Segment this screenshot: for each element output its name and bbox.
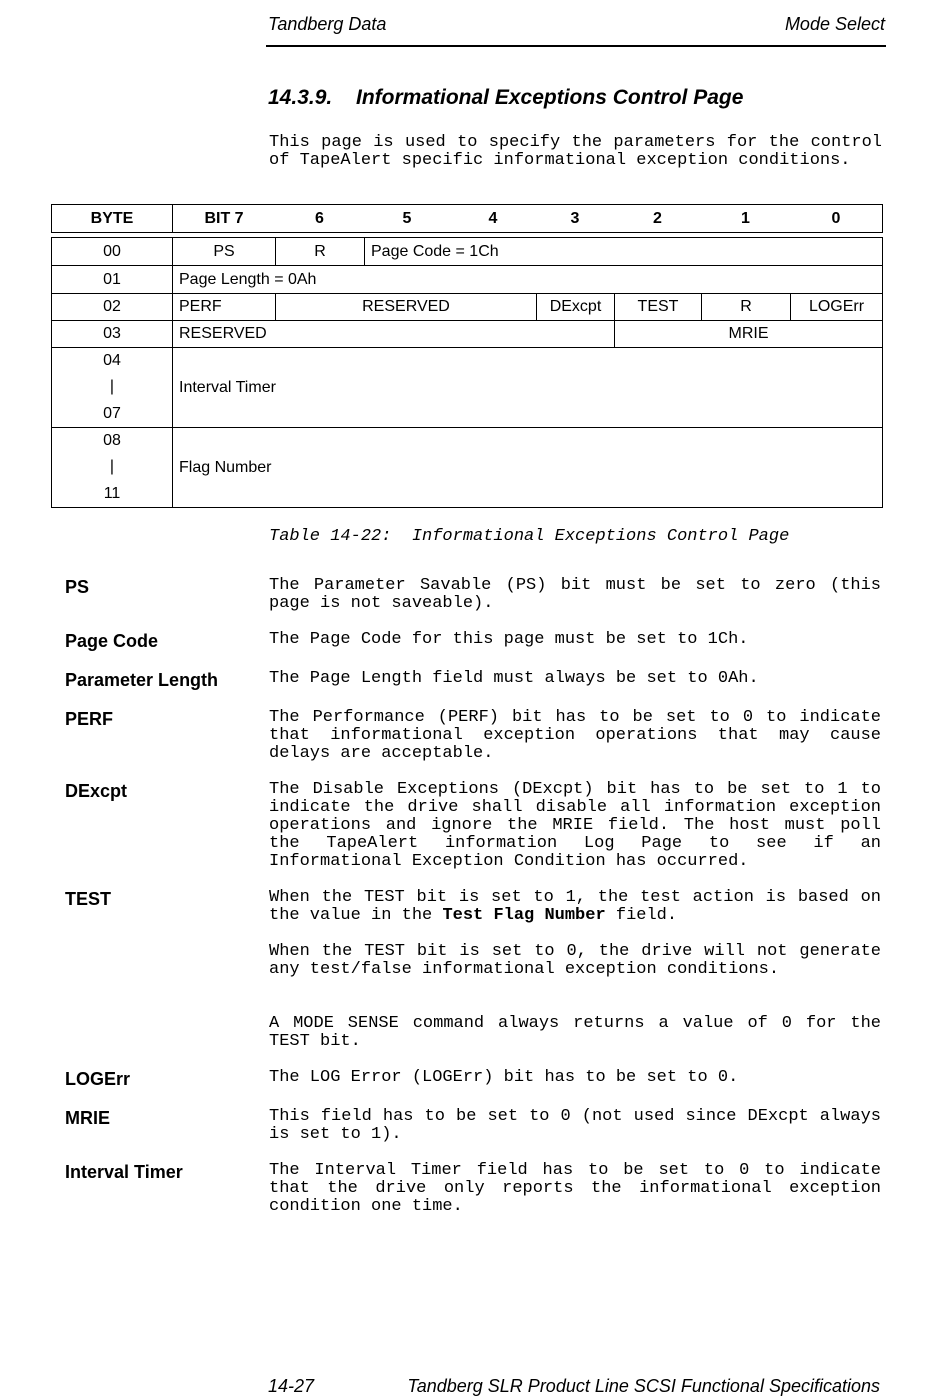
term-test: TEST [65,889,112,909]
definition-ps: The Parameter Savable (PS) bit must be set to zero (this page is not saveable). [269,576,881,613]
definition-mrie: This field has to be set to 0 (not used since DExcpt always is set to 1). [269,1107,881,1144]
col-header-bit5: 5 [402,209,412,227]
section-title-text: Informational Exceptions Control Page [356,86,744,109]
page-footer [268,1376,880,1398]
col-header-bit4: 4 [488,209,498,227]
section-number: 14.3.9. [268,86,333,109]
field-r: R [275,238,364,265]
field-dexcpt: DExcpt [536,293,614,320]
byte-range-cell [52,427,172,507]
col-header-bit6: 6 [315,209,324,227]
field-interval-timer: Interval Timer [172,347,882,427]
byte-range-separator: | [109,378,115,395]
col-header-bit7: BIT 7 [172,205,275,232]
header-rule [266,45,886,47]
term-ps: PS [65,577,90,597]
field-r: R [701,293,790,320]
definition-test-1 [269,889,881,925]
definition-perf: The Performance (PERF) bit has to be set to 0 to indicate that informational exception operations that may cause delays are acceptable. [269,708,881,763]
byte-cell: 00 [103,242,121,260]
field-logerr: LOGErr [790,293,882,320]
field-reserved: RESERVED [172,320,614,347]
register-header-row [51,204,883,233]
term-interval-timer: Interval Timer [65,1162,183,1182]
definition-test-text: field. [605,906,678,925]
definition-test-bold-field: Test Flag Number [442,906,606,925]
definition-test-3: A MODE SENSE command always returns a value of 0 for the TEST bit. [269,1014,881,1051]
definition-page-code: The Page Code for this page must be set to 1Ch. [269,630,749,649]
col-header-byte: BYTE [90,209,134,227]
byte-cell: 03 [52,320,172,347]
section-title [268,86,743,110]
intro-paragraph: This page is used to specify the parameters for the control of TapeAlert specific informational exception conditions. [269,133,882,170]
term-perf: PERF [65,709,114,729]
footer-page-number: 14-27 [268,1376,315,1396]
field-flag-number: Flag Number [172,427,882,507]
byte-cell: 02 [52,293,172,320]
byte-start: 04 [103,352,121,369]
col-header-bit3: 3 [570,209,580,227]
col-header-bit1: 1 [741,209,750,227]
field-reserved: RESERVED [275,293,536,320]
header-chapter: Mode Select [784,14,885,34]
term-logerr: LOGErr [65,1069,131,1089]
field-perf: PERF [172,293,275,320]
term-dexcpt: DExcpt [65,781,128,801]
definition-parameter-length: The Page Length field must always be set to 0Ah. [269,669,759,688]
definition-logerr: The LOG Error (LOGErr) bit has to be set to 0. [269,1068,739,1087]
footer-document-title: Tandberg SLR Product Line SCSI Functional Specifications [407,1376,880,1396]
field-test: TEST [614,293,701,320]
col-header-bit2: 2 [653,209,662,227]
term-mrie: MRIE [65,1108,110,1128]
definition-test-2: When the TEST bit is set to 0, the drive will not generate any test/false informational exception conditions. [269,942,881,979]
definition-interval-timer: The Interval Timer field has to be set to 0 to indicate that the drive only reports the informational exception condition one time. [269,1161,881,1216]
field-mrie: MRIE [614,320,882,347]
col-header-bit0: 0 [831,209,841,227]
field-page-code: Page Code = 1Ch [364,238,882,265]
field-ps: PS [172,238,275,265]
byte-end: 11 [103,484,121,502]
byte-range-separator: | [109,458,115,475]
byte-start: 08 [103,432,121,449]
page-header [268,14,885,38]
term-page-code: Page Code [65,631,159,651]
byte-cell: 01 [52,265,172,293]
term-parameter-length: Parameter Length [65,670,219,690]
header-company: Tandberg Data [268,14,387,34]
byte-range-cell [52,347,172,427]
definition-test-text: When the TEST bit is set to 1, the test action is based on the value in the [269,888,881,925]
field-page-length: Page Length = 0Ah [172,265,882,293]
register-table [51,237,883,508]
table-caption: Table 14-22: Informational Exceptions Control Page [269,527,790,546]
byte-end: 07 [103,404,121,422]
definition-dexcpt: The Disable Exceptions (DExcpt) bit has to be set to 1 to indicate the drive shall disable all information exception operations and ignore the MRIE field. The host must poll the TapeAlert information Log Page to see if an Informational Exception Condition has occurred. [269,780,881,871]
